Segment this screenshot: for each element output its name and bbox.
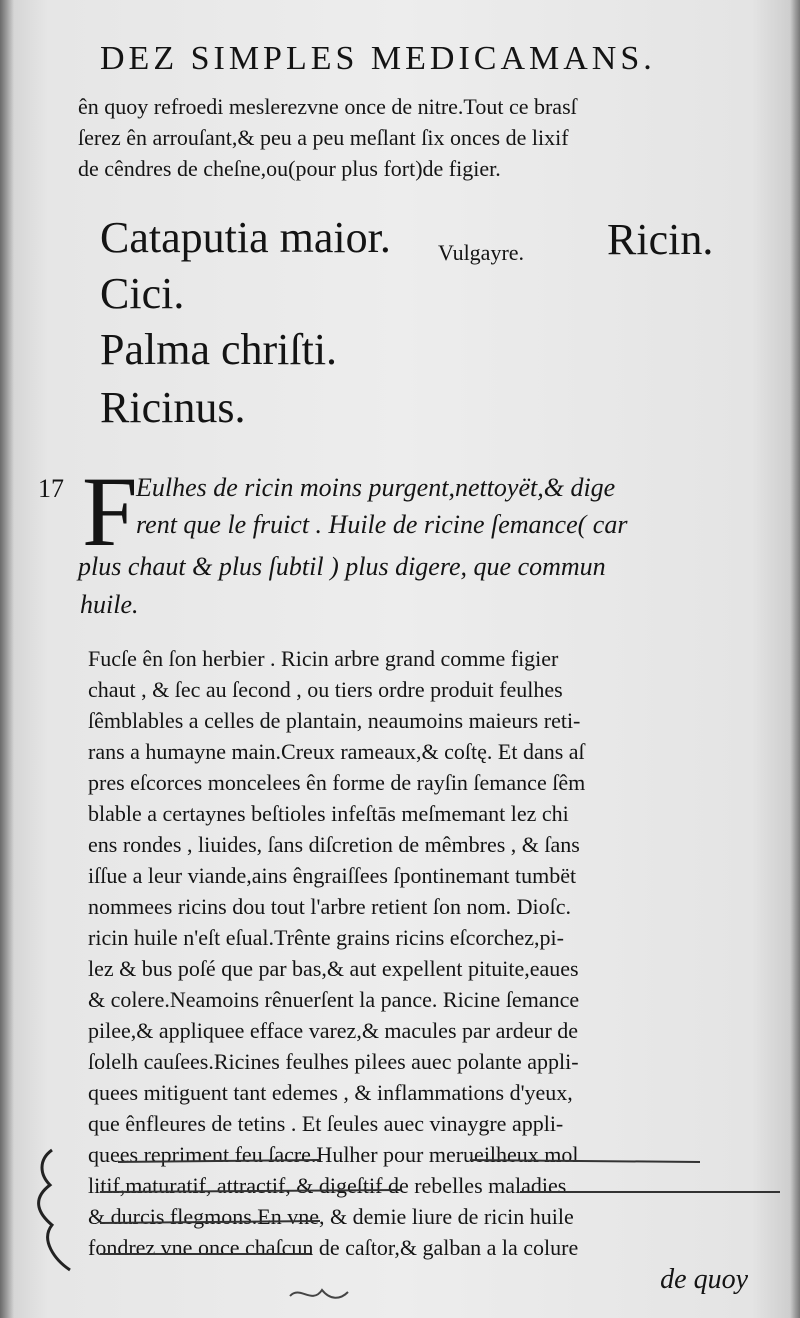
- italic-line: rent que le fruict . Huile de ricine ſemance( car: [136, 510, 628, 539]
- margin-bracket-mark: [39, 1150, 70, 1270]
- underline-mark: [118, 1160, 320, 1162]
- body-line: ricin huile n'eſt eſual.Trênte grains ricins eſcorchez,pi-: [88, 925, 564, 950]
- body-line: iſſue a leur viande,ains êngraiſſees ſpontinemant tumbët: [88, 863, 577, 888]
- body-line: ſolelh cauſees.Ricines feulhes pilees auec polante appli-: [88, 1049, 579, 1074]
- italic-line: huile.: [80, 590, 139, 619]
- body-line: pilee,& appliquee efface varez,& macules par ardeur de: [88, 1018, 579, 1043]
- body-line: quees repriment feu ſacre.Hulher pour merueilheux mol: [88, 1142, 579, 1167]
- body-line: chaut , & ſec au ſecond , ou tiers ordre produit feulhes: [88, 677, 563, 702]
- underline-mark: [100, 1221, 320, 1223]
- synonym-name: Cataputia maior.: [100, 213, 391, 262]
- running-header: DEZ SIMPLES MEDICAMANS.: [100, 40, 656, 77]
- synonym-name: Palma chriſti.: [100, 325, 338, 374]
- synonym-name: Cici.: [100, 269, 185, 318]
- drop-cap: F: [82, 456, 138, 567]
- italic-line: plus chaut & plus ſubtil ) plus digere, que commun: [78, 552, 606, 581]
- body-line: ens rondes , liuides, ſans diſcretion de mêmbres , & ſans: [88, 832, 580, 857]
- synonym-name: Ricinus.: [100, 383, 246, 432]
- body-line: litif,maturatif, attractif, & digeſtif de rebelles maladies: [88, 1173, 567, 1198]
- body-line: lez & bus poſé que par bas,& aut expellent pituite,eaues: [88, 956, 579, 981]
- scribble-mark: [290, 1290, 348, 1298]
- body-line: pres eſcorces moncelees ên forme de rayſin ſemance ſêm: [88, 770, 586, 795]
- body-line: Fucſe ên ſon herbier . Ricin arbre grand comme figier: [88, 646, 559, 671]
- margin-number: 17: [38, 474, 64, 503]
- italic-line: Eulhes de ricin moins purgent,nettoyët,& dige: [136, 473, 616, 502]
- body-line: & durcis flegmons.En vne, & demie liure de ricin huile: [88, 1204, 574, 1229]
- body-line: rans a humayne main.Creux rameaux,& coſtę. Et dans aſ: [88, 739, 585, 764]
- vulgar-name: Ricin.: [607, 215, 714, 264]
- underline-mark: [470, 1160, 700, 1162]
- vulgar-label: Vulgayre.: [438, 240, 525, 265]
- body-line: que ênfleures de tetins . Et ſeules auec vinaygre appli-: [88, 1111, 564, 1136]
- intro-line: de cêndres de cheſne,ou(pour plus fort)de figier.: [78, 156, 501, 181]
- catchword: de quoy: [660, 1264, 748, 1295]
- body-line: nommees ricins dou tout l'arbre retient ſon nom. Dioſc.: [88, 894, 571, 919]
- body-line: & colere.Neamoins rênuerſent la pance. Ricine ſemance: [88, 987, 580, 1012]
- intro-line: ên quoy refroedi meslerezvne once de nitre.Tout ce brasſ: [78, 94, 577, 119]
- underline-mark: [100, 1190, 400, 1192]
- body-line: blable a certaynes beſtioles infeſtās meſmemant lez chi: [88, 801, 569, 826]
- intro-line: ſerez ên arrouſant,& peu a peu meſlant ſix onces de lixif: [78, 125, 569, 150]
- body-line: quees mitiguent tant edemes , & inflammations d'yeux,: [88, 1080, 573, 1105]
- body-line: ſêmblables a celles de plantain, neaumoins maieurs reti-: [88, 708, 581, 733]
- body-line: fondrez vne once chaſcun de caſtor,& galban a la colure: [88, 1235, 579, 1260]
